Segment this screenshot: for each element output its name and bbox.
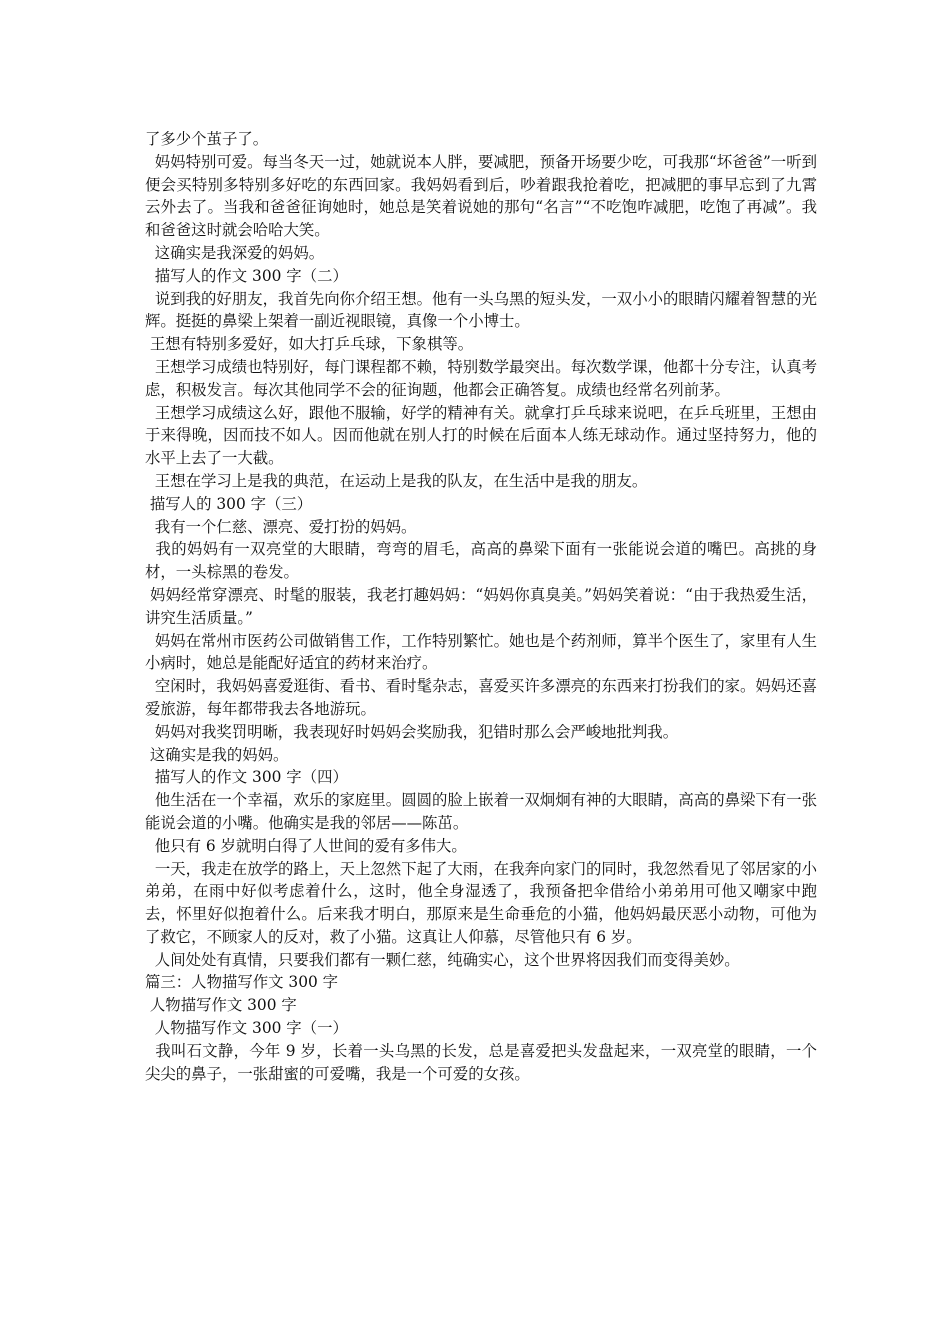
paragraph: 我的妈妈有一双亮堂的大眼睛，弯弯的眉毛，高高的鼻梁下面有一张能说会道的嘴巴。高挑的身材，一头棕黑的卷发。 xyxy=(145,540,817,582)
paragraph: 一天，我走在放学的路上，天上忽然下起了大雨，在我奔向家门的同时，我忽然看见了邻居家的小弟弟，在雨中好似考虑着什么，这时，他全身湿透了，我预备把伞借给小弟弟用可他又嘲家中跑去，怀里好似抱着什么。后来我才明白，那原来是生命垂危的小猫，他妈妈最厌恶小动物，可他为了救它，不顾家人的反对，救了小猫。这真让人仰慕，尽管他只有 6 岁。 xyxy=(145,859,817,946)
document-body xyxy=(145,128,817,1085)
paragraph: 空闲时，我妈妈喜爱逛街、看书、看时髦杂志，喜爱买许多漂亮的东西来打扮我们的家。妈妈还喜爱旅游，每年都带我去各地游玩。 xyxy=(145,677,817,718)
section-heading: 描写人的作文 300 字（二） xyxy=(145,266,348,285)
section-heading: 人物描写作文 300 字 xyxy=(145,996,297,1015)
paragraph: 他生活在一个幸福，欢乐的家庭里。圆圆的脸上嵌着一双炯炯有神的大眼睛，高高的鼻梁下有一张能说会道的小嘴。他确实是我的邻居——陈茁。 xyxy=(145,791,817,832)
paragraph: 王想在学习上是我的典范，在运动上是我的队友，在生活中是我的朋友。 xyxy=(145,471,648,490)
section-heading: 描写人的 300 字（三） xyxy=(145,494,313,513)
paragraph: 妈妈经常穿漂亮、时髦的服装，我老打趣妈妈：“妈妈你真臭美。”妈妈笑着说：“由于我热爱生活，讲究生活质量。” xyxy=(145,585,817,627)
paragraph: 了多少个茧子了。 xyxy=(145,130,269,148)
paragraph: 妈妈特别可爱。每当冬天一过，她就说本人胖，要减肥，预备开场要少吃，可我那“坏爸爸”一听到便会买特别多特别多好吃的东西回家。我妈妈看到后，吵着跟我抢着吃，把减肥的事早忘到了九霄云外去了。当我和爸爸征询她时，她总是笑着说她的那句“名言”“不吃饱咋减肥，吃饱了再减”。我和爸爸这时就会哈哈大笑。 xyxy=(145,152,817,240)
section-heading: 描写人的作文 300 字（四） xyxy=(145,768,348,787)
paragraph: 王想有特别多爱好，如大打乒乓球，下象棋等。 xyxy=(145,335,474,354)
paragraph: 我叫石文静，今年 9 岁，长着一头乌黑的长发，总是喜爱把头发盘起来，一双亮堂的眼睛，一个尖尖的鼻子，一张甜蜜的可爱嘴，我是一个可爱的女孩。 xyxy=(145,1041,817,1083)
paragraph: 说到我的好朋友，我首先向你介绍王想。他有一头乌黑的短头发，一双小小的眼睛闪耀着智慧的光辉。挺挺的鼻梁上架着一副近视眼镜，真像一个小博士。 xyxy=(145,289,817,331)
paragraph: 妈妈对我奖罚明晰，我表现好时妈妈会奖励我，犯错时那么会严峻地批判我。 xyxy=(145,722,679,741)
paragraph: 人间处处有真情，只要我们都有一颗仁慈，纯确实心，这个世界将因我们而变得美妙。 xyxy=(145,950,740,969)
paragraph: 这确实是我的妈妈。 xyxy=(145,745,289,764)
paragraph: 我有一个仁慈、漂亮、爱打扮的妈妈。 xyxy=(145,517,417,536)
section-heading: 人物描写作文 300 字（一） xyxy=(145,1019,348,1038)
paragraph: 妈妈在常州市医药公司做销售工作，工作特别繁忙。她也是个药剂师，算半个医生了，家里有人生小病时，她总是能配好适宜的药材来治疗。 xyxy=(145,631,817,673)
chapter-heading: 篇三：人物描写作文 300 字 xyxy=(145,973,339,992)
paragraph: 这确实是我深爱的妈妈。 xyxy=(145,243,325,262)
paragraph: 王想学习成绩这么好，跟他不服输，好学的精神有关。就拿打乒乓球来说吧，在乒乓班里，王想由于来得晚，因而技不如人。因而他就在别人打的时候在后面本人练无球动作。通过坚持努力，他的水平上去了一大截。 xyxy=(145,403,817,468)
paragraph: 他只有 6 岁就明白得了人世间的爱有多伟大。 xyxy=(145,836,467,855)
paragraph: 王想学习成绩也特别好，每门课程都不赖，特别数学最突出。每次数学课，他都十分专注，认真考虑，积极发言。每次其他同学不会的征询题，他都会正确答复。成绩也经常名列前茅。 xyxy=(145,357,817,399)
